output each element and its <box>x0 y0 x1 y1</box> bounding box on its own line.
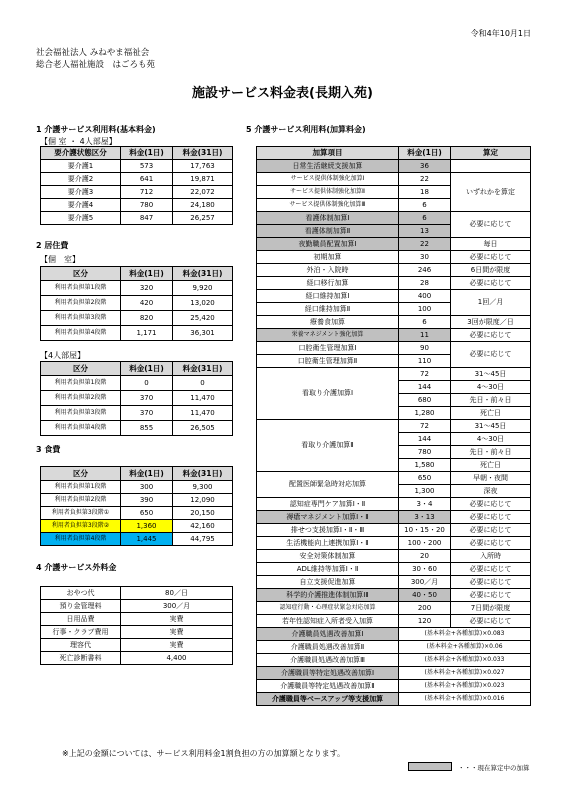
addon-fee: 780 <box>399 446 451 459</box>
addon-fee: 3・4 <box>399 498 451 511</box>
table-cell: 25,420 <box>173 311 233 326</box>
section-3-heading: 3 食費 <box>36 445 61 454</box>
table-cell: 20,150 <box>173 507 233 520</box>
table-cell: 利用者負担第1段階 <box>41 376 121 391</box>
addon-item: サービス提供体制強化加算Ⅱ <box>257 186 399 199</box>
table-header: 料金(1日) <box>399 147 451 160</box>
addon-calc: いずれかを算定 <box>451 173 531 212</box>
addon-item: 介護職員等特定処遇改善加算Ⅰ <box>257 667 399 680</box>
table-cell: 預り金管理料 <box>41 600 121 613</box>
table-cell: 17,763 <box>173 160 233 173</box>
addon-calc: 3回が限度／日 <box>451 316 531 329</box>
addon-item: 栄養マネジメント強化加算 <box>257 329 399 342</box>
addon-fee: 6 <box>399 316 451 329</box>
basic-fee-table <box>40 146 233 225</box>
shared-room-table <box>40 361 233 436</box>
addon-calc: 死亡日 <box>451 459 531 472</box>
table-cell: おやつ代 <box>41 587 121 600</box>
addon-fee: 3・13 <box>399 511 451 524</box>
addon-calc: 毎日 <box>451 238 531 251</box>
table-header: 要介護状態区分 <box>41 147 121 160</box>
addon-fee: 6 <box>399 199 451 212</box>
table-header: 区分 <box>41 362 121 376</box>
table-cell: 820 <box>121 311 173 326</box>
addon-item: 認知症行動・心理症状緊急対応加算 <box>257 602 399 615</box>
table-cell: 利用者負担第4段階 <box>41 421 121 436</box>
addon-calc: 4～30日 <box>451 381 531 394</box>
table-cell: 650 <box>121 507 173 520</box>
table-cell: 13,020 <box>173 296 233 311</box>
addon-fee: 246 <box>399 264 451 277</box>
addon-fee: 40・50 <box>399 589 451 602</box>
addon-fee: 144 <box>399 381 451 394</box>
table-header: 料金(1日) <box>121 467 173 481</box>
additional-fee-table <box>256 146 531 706</box>
page-title: 施設サービス料金表(長期入苑) <box>192 86 373 101</box>
addon-item: 配置医師緊急時対応加算 <box>257 472 399 498</box>
table-header: 料金(31日) <box>173 147 233 160</box>
addon-item: 口腔衛生管理加算Ⅱ <box>257 355 399 368</box>
addon-fee: 200 <box>399 602 451 615</box>
private-room-table <box>40 266 233 341</box>
section-1-subheading: 【個 室 ・ 4人部屋】 <box>40 137 117 146</box>
addon-fee: 18 <box>399 186 451 199</box>
table-header: 加算項目 <box>257 147 399 160</box>
addon-calc: 必要に応じて <box>451 277 531 290</box>
addon-item: 療養食加算 <box>257 316 399 329</box>
addon-fee: 22 <box>399 238 451 251</box>
table-cell: 19,871 <box>173 173 233 186</box>
addon-item: 排せつ支援加算Ⅰ・Ⅱ・Ⅲ <box>257 524 399 537</box>
section-2-heading: 2 居住費 <box>36 241 69 250</box>
table-header: 料金(1日) <box>121 267 173 281</box>
legend-label: ・・・現在算定中の加算 <box>458 764 530 772</box>
addon-calc: 必要に応じて <box>451 576 531 589</box>
table-cell: 0 <box>121 376 173 391</box>
addon-calc: 先日・前々日 <box>451 394 531 407</box>
table-cell: 11,470 <box>173 406 233 421</box>
table-cell: 712 <box>121 186 173 199</box>
addon-fee: 300／月 <box>399 576 451 589</box>
table-cell: 日用品費 <box>41 613 121 626</box>
table-cell-highlighted: 1,360 <box>121 520 173 533</box>
facility-name: 総合老人福祉施設 はごろも苑 <box>36 60 156 70</box>
addon-formula: (基本料金+各種加算)×0.033 <box>399 654 531 667</box>
addon-formula: (基本料金+各種加算)×0.06 <box>399 641 531 654</box>
table-cell-highlighted: 1,445 <box>121 533 173 546</box>
table-cell: 行事・クラブ費用 <box>41 626 121 639</box>
table-cell: 要介護2 <box>41 173 121 186</box>
table-cell: 利用者負担第4段階 <box>41 326 121 341</box>
legend-swatch <box>408 762 452 771</box>
addon-calc: 必要に応じて <box>451 342 531 368</box>
addon-fee: 30・60 <box>399 563 451 576</box>
table-cell: 11,470 <box>173 391 233 406</box>
table-cell: 理容代 <box>41 639 121 652</box>
addon-item: 看護体制加算Ⅱ <box>257 225 399 238</box>
addon-fee: 13 <box>399 225 451 238</box>
table-cell: 300／月 <box>121 600 233 613</box>
meal-fee-table <box>40 466 233 546</box>
addon-calc: 31～45日 <box>451 368 531 381</box>
table-cell: 9,300 <box>173 481 233 494</box>
table-cell: 42,160 <box>173 520 233 533</box>
table-cell: 641 <box>121 173 173 186</box>
addon-fee: 650 <box>399 472 451 485</box>
addon-fee: 1,280 <box>399 407 451 420</box>
addon-fee: 1,300 <box>399 485 451 498</box>
addon-item: 介護職員処遇改善加算Ⅲ <box>257 654 399 667</box>
table-cell: 300 <box>121 481 173 494</box>
addon-fee: 100・200 <box>399 537 451 550</box>
table-cell: 24,180 <box>173 199 233 212</box>
addon-item: 初期加算 <box>257 251 399 264</box>
table-cell: 44,795 <box>173 533 233 546</box>
addon-fee: 90 <box>399 342 451 355</box>
table-cell: 利用者負担第1段階 <box>41 481 121 494</box>
addon-calc: 4～30日 <box>451 433 531 446</box>
addon-item: 若年性認知症入所者受入加算 <box>257 615 399 628</box>
addon-item: ADL維持等加算Ⅰ・Ⅱ <box>257 563 399 576</box>
addon-calc: 必要に応じて <box>451 511 531 524</box>
table-cell: 320 <box>121 281 173 296</box>
table-cell: 実費 <box>121 613 233 626</box>
table-header: 料金(1日) <box>121 362 173 376</box>
table-cell: 要介護1 <box>41 160 121 173</box>
document-date: 令和4年10月1日 <box>470 29 531 38</box>
addon-item: 自立支援促進加算 <box>257 576 399 589</box>
table-cell: 利用者負担第1段階 <box>41 281 121 296</box>
addon-fee: 72 <box>399 368 451 381</box>
section-4-heading: 4 介護サービス外料金 <box>36 563 117 572</box>
addon-item: 看取り介護加算Ⅱ <box>257 420 399 472</box>
addon-item: サービス提供体制強化加算Ⅲ <box>257 199 399 212</box>
table-cell: 利用者負担第2段階 <box>41 391 121 406</box>
addon-calc: 必要に応じて <box>451 615 531 628</box>
addon-calc: 深夜 <box>451 485 531 498</box>
addon-calc: 入所時 <box>451 550 531 563</box>
section-1-heading: 1 介護サービス利用料(基本料金) <box>36 125 156 134</box>
addon-item: 口腔衛生管理加算Ⅰ <box>257 342 399 355</box>
addon-calc: 必要に応じて <box>451 537 531 550</box>
addon-fee: 36 <box>399 160 451 173</box>
table-cell: 要介護5 <box>41 212 121 225</box>
table-cell: 4,400 <box>121 652 233 665</box>
addon-fee: 30 <box>399 251 451 264</box>
addon-item: 夜勤職員配置加算Ⅰ <box>257 238 399 251</box>
addon-fee: 11 <box>399 329 451 342</box>
table-cell: 420 <box>121 296 173 311</box>
table-cell: 利用者負担第2段階 <box>41 494 121 507</box>
table-cell: 80／日 <box>121 587 233 600</box>
addon-calc: 必要に応じて <box>451 589 531 602</box>
addon-calc: 必要に応じて <box>451 563 531 576</box>
addon-item: 経口移行加算 <box>257 277 399 290</box>
addon-calc: 7日間が限度 <box>451 602 531 615</box>
addon-fee: 28 <box>399 277 451 290</box>
table-cell: 利用者負担第3段階 <box>41 311 121 326</box>
table-cell: 実費 <box>121 639 233 652</box>
table-header: 区分 <box>41 467 121 481</box>
table-cell: 26,257 <box>173 212 233 225</box>
addon-formula: (基本料金+各種加算)×0.016 <box>399 693 531 706</box>
table-header: 料金(31日) <box>173 467 233 481</box>
addon-fee: 144 <box>399 433 451 446</box>
addon-item: 経口維持加算Ⅰ <box>257 290 399 303</box>
addon-item: 生活機能向上連携加算Ⅰ・Ⅱ <box>257 537 399 550</box>
addon-calc: 必要に応じて <box>451 524 531 537</box>
addon-item: 経口維持加算Ⅱ <box>257 303 399 316</box>
addon-calc: 31～45日 <box>451 420 531 433</box>
table-cell: 利用者負担第2段階 <box>41 296 121 311</box>
addon-item: 外泊・入院時 <box>257 264 399 277</box>
table-cell: 26,505 <box>173 421 233 436</box>
addon-calc: 必要に応じて <box>451 212 531 238</box>
addon-item: 科学的介護推進体制加算ⅠⅡ <box>257 589 399 602</box>
table-header: 料金(1日) <box>121 147 173 160</box>
addon-fee: 20 <box>399 550 451 563</box>
addon-item: 安全対策体制加算 <box>257 550 399 563</box>
addon-item: サービス提供体制強化加算Ⅰ <box>257 173 399 186</box>
addon-calc: 必要に応じて <box>451 329 531 342</box>
table-header: 料金(31日) <box>173 362 233 376</box>
addon-calc: 必要に応じて <box>451 251 531 264</box>
addon-item: 褥瘡マネジメント加算Ⅰ・Ⅱ <box>257 511 399 524</box>
addon-formula: (基本料金+各種加算)×0.027 <box>399 667 531 680</box>
section-5-heading: 5 介護サービス利用料(加算料金) <box>246 125 366 134</box>
addon-fee: 72 <box>399 420 451 433</box>
table-header: 算定 <box>451 147 531 160</box>
addon-calc: 1回／月 <box>451 290 531 316</box>
footer-note: ※上記の金額については、サービス利用料金1割負担の方の加算額となります。 <box>62 749 345 758</box>
addon-calc: 早朝・夜間 <box>451 472 531 485</box>
addon-formula: (基本料金+各種加算)×0.023 <box>399 680 531 693</box>
addon-fee: 10・15・20 <box>399 524 451 537</box>
table-cell: 死亡診断書料 <box>41 652 121 665</box>
table-cell: 370 <box>121 406 173 421</box>
addon-calc: 6日間が限度 <box>451 264 531 277</box>
organization-name: 社会福祉法人 みねやま福祉会 <box>36 48 150 58</box>
table-cell: 要介護4 <box>41 199 121 212</box>
addon-item: 看護体制加算Ⅰ <box>257 212 399 225</box>
shared-room-subheading: 【4人部屋】 <box>40 351 86 360</box>
table-cell: 要介護3 <box>41 186 121 199</box>
addon-item: 介護職員等ベースアップ等支援加算 <box>257 693 399 706</box>
table-cell: 390 <box>121 494 173 507</box>
table-cell: 実費 <box>121 626 233 639</box>
other-fees-table <box>40 586 233 665</box>
table-cell: 780 <box>121 199 173 212</box>
addon-formula: (基本料金+各種加算)×0.083 <box>399 628 531 641</box>
addon-item: 介護職員等特定処遇改善加算Ⅱ <box>257 680 399 693</box>
addon-fee: 680 <box>399 394 451 407</box>
table-cell: 9,920 <box>173 281 233 296</box>
addon-fee: 6 <box>399 212 451 225</box>
table-header: 区分 <box>41 267 121 281</box>
table-cell: 利用者負担第3段階 <box>41 406 121 421</box>
table-cell: 12,090 <box>173 494 233 507</box>
table-cell: 1,171 <box>121 326 173 341</box>
table-cell: 847 <box>121 212 173 225</box>
table-cell: 22,072 <box>173 186 233 199</box>
table-cell: 855 <box>121 421 173 436</box>
addon-fee: 1,580 <box>399 459 451 472</box>
addon-calc <box>451 160 531 173</box>
addon-calc: 先日・前々日 <box>451 446 531 459</box>
table-cell-highlighted: 利用者負担第4段階 <box>41 533 121 546</box>
table-header: 料金(31日) <box>173 267 233 281</box>
addon-item: 介護職員処遇改善加算Ⅰ <box>257 628 399 641</box>
addon-calc: 死亡日 <box>451 407 531 420</box>
addon-item: 看取り介護加算Ⅰ <box>257 368 399 420</box>
addon-item: 認知症専門ケア加算Ⅰ・Ⅱ <box>257 498 399 511</box>
addon-item: 介護職員処遇改善加算Ⅱ <box>257 641 399 654</box>
table-cell: 573 <box>121 160 173 173</box>
addon-fee: 22 <box>399 173 451 186</box>
addon-fee: 110 <box>399 355 451 368</box>
addon-calc: 必要に応じて <box>451 498 531 511</box>
private-room-subheading: 【個 室】 <box>40 255 80 264</box>
table-cell: 36,301 <box>173 326 233 341</box>
table-cell: 370 <box>121 391 173 406</box>
table-cell: 0 <box>173 376 233 391</box>
addon-item: 日常生活継続支援加算 <box>257 160 399 173</box>
addon-fee: 400 <box>399 290 451 303</box>
addon-fee: 100 <box>399 303 451 316</box>
addon-fee: 120 <box>399 615 451 628</box>
table-cell-highlighted: 利用者負担第3段階② <box>41 520 121 533</box>
table-cell: 利用者負担第3段階① <box>41 507 121 520</box>
